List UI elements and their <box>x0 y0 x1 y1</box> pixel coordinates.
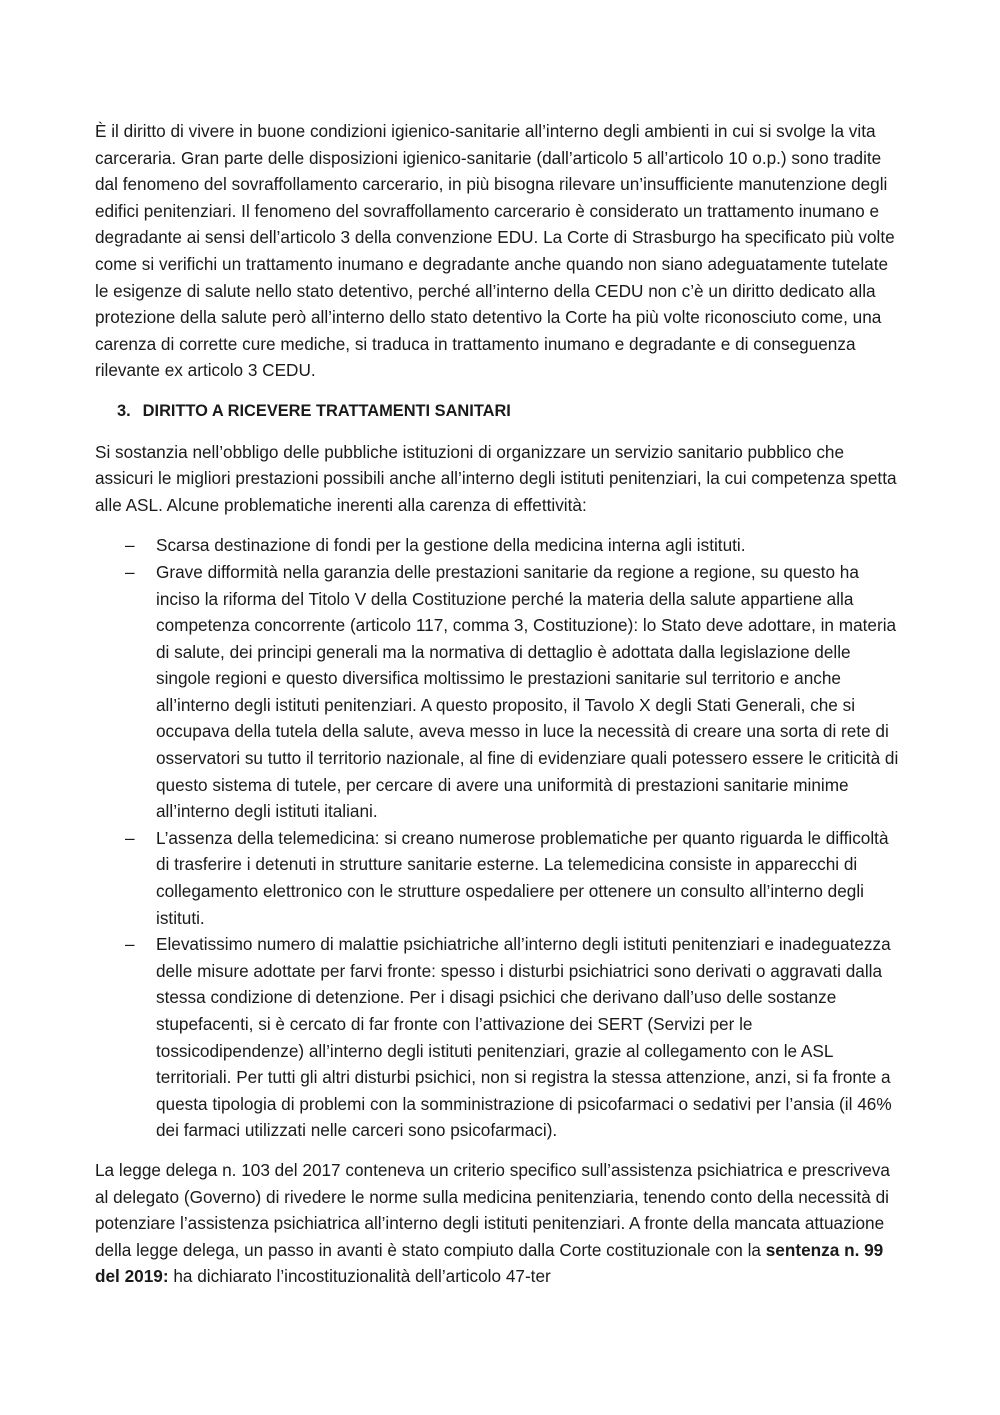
section-heading <box>95 398 905 425</box>
dash-bullet: – <box>125 934 135 955</box>
dash-bullet: – <box>125 561 135 582</box>
list-item-text: Grave difformità nella garanzia delle prestazioni sanitarie da regione a regione, su questo ha inciso la riforma del Titolo V della Costituzione perché la materia della salute appartiene alla competenza concorrente (articolo 117, comma 3, Costituzione): lo Stato deve adottare, in materia di salute, dei principi generali ma la normativa di dettaglio è adottata dalla legislazione delle singole regioni e questo diversifica moltissimo le prestazioni sanitarie sul territorio e anche all’interno degli istituti penitenziari. A questo proposito, il Tavolo X degli Stati Generali, che si occupava della tutela della salute, aveva messo in luce la necessità di creare una sorta di rete di osservatori su tutto il territorio nazionale, al fine di evidenziare quali potessero essere le criticità di questo sistema di tutele, per cercare di avere una uniformità di prestazioni sanitarie minime all’interno degli istituti italiani. <box>156 561 899 822</box>
list-item-text: L’assenza della telemedicina: si creano numerose problematiche per quanto riguarda le difficoltà di trasferire i detenuti in strutture sanitarie esterne. La telemedicina consiste in apparecchi di collegamento elettronico con le strutture ospedaliere per ottenere un consulto all’interno degli istituti. <box>156 827 889 928</box>
section-number: 3. <box>117 401 131 420</box>
list-item <box>95 931 905 1144</box>
list-item <box>95 825 905 931</box>
judgment-reference: sentenza n. 99 del 2019: <box>95 1239 884 1287</box>
document-page <box>95 118 905 1290</box>
problem-list <box>95 532 905 1144</box>
paragraph-text-after: ha dichiarato l’incostituzionalità dell’articolo 47-ter <box>168 1266 551 1287</box>
paragraph-health-service: Si sostanzia nell’obbligo delle pubbliche istituzioni di organizzare un servizio sanitario pubblico che assicuri le migliori prestazioni possibili anche all’interno degli istituti penitenziari, la cui competenza spetta alle ASL. Alcune problematiche inerenti alla carenza di effettività: <box>95 441 897 515</box>
dash-bullet: – <box>125 535 135 556</box>
paragraph-delegation-law <box>95 1157 905 1290</box>
list-item <box>95 532 905 559</box>
list-item <box>95 559 905 825</box>
list-item-text: Scarsa destinazione di fondi per la gestione della medicina interna agli istituti. <box>156 535 746 556</box>
paragraph-text-before: La legge delega n. 103 del 2017 conteneva un criterio specifico sull’assistenza psichiatrica e prescriveva al delegato (Governo) di rivedere le norme sulla medicina penitenziaria, tenendo conto della necessità di potenziare l’assistenza psichiatrica all’interno degli istituti penitenziari. A fronte della mancata attuazione della legge delega, un passo in avanti è stato compiuto dalla Corte costituzionale con la <box>95 1159 890 1260</box>
list-item-text: Elevatissimo numero di malattie psichiatriche all’interno degli istituti penitenziari e inadeguatezza delle misure adottate per farvi fronte: spesso i disturbi psichiatrici sono derivati o aggravati dalla stessa condizione di detenzione. Per i disagi psichici che derivano dall’uso delle sostanze stupefacenti, si è cercato di far fronte con l’attivazione dei SERT (Servizi per le tossicodipendenze) all’interno degli istituti penitenziari, grazie al collegamento con le ASL territoriali. Per tutti gli altri disturbi psichici, non si registra la stessa attenzione, anzi, si fa fronte a questa tipologia di problemi con la somministrazione di psicofarmaci o sedativi per l’ansia (il 46% dei farmaci utilizzati nelle carceri sono psicofarmaci). <box>156 934 892 1141</box>
section-title: DIRITTO A RICEVERE TRATTAMENTI SANITARI <box>142 401 511 420</box>
paragraph-hygiene: È il diritto di vivere in buone condizioni igienico-sanitarie all’interno degli ambienti in cui si svolge la vita carceraria. Gran parte delle disposizioni igienico-sanitarie (dall’articolo 5 all’articolo 10 o.p.) sono tradite dal fenomeno del sovraffollamento carcerario, in più bisogna rilevare un’insufficiente manutenzione degli edifici penitenziari. Il fenomeno del sovraffollamento carcerario è considerato un trattamento inumano e degradante ai sensi dell’articolo 3 della convenzione EDU. La Corte di Strasburgo ha specificato più volte come si verifichi un trattamento inumano e degradante anche quando non siano adeguatamente tutelate le esigenze di salute nello stato detentivo, perché all’interno della CEDU non c’è un diritto dedicato alla protezione della salute però all’interno dello stato detentivo la Corte ha più volte riconosciuto come, una carenza di corrette cure mediche, si traduca in trattamento inumano e degradante e di conseguenza rilevante ex articolo 3 CEDU. <box>95 121 895 381</box>
dash-bullet: – <box>125 827 135 848</box>
